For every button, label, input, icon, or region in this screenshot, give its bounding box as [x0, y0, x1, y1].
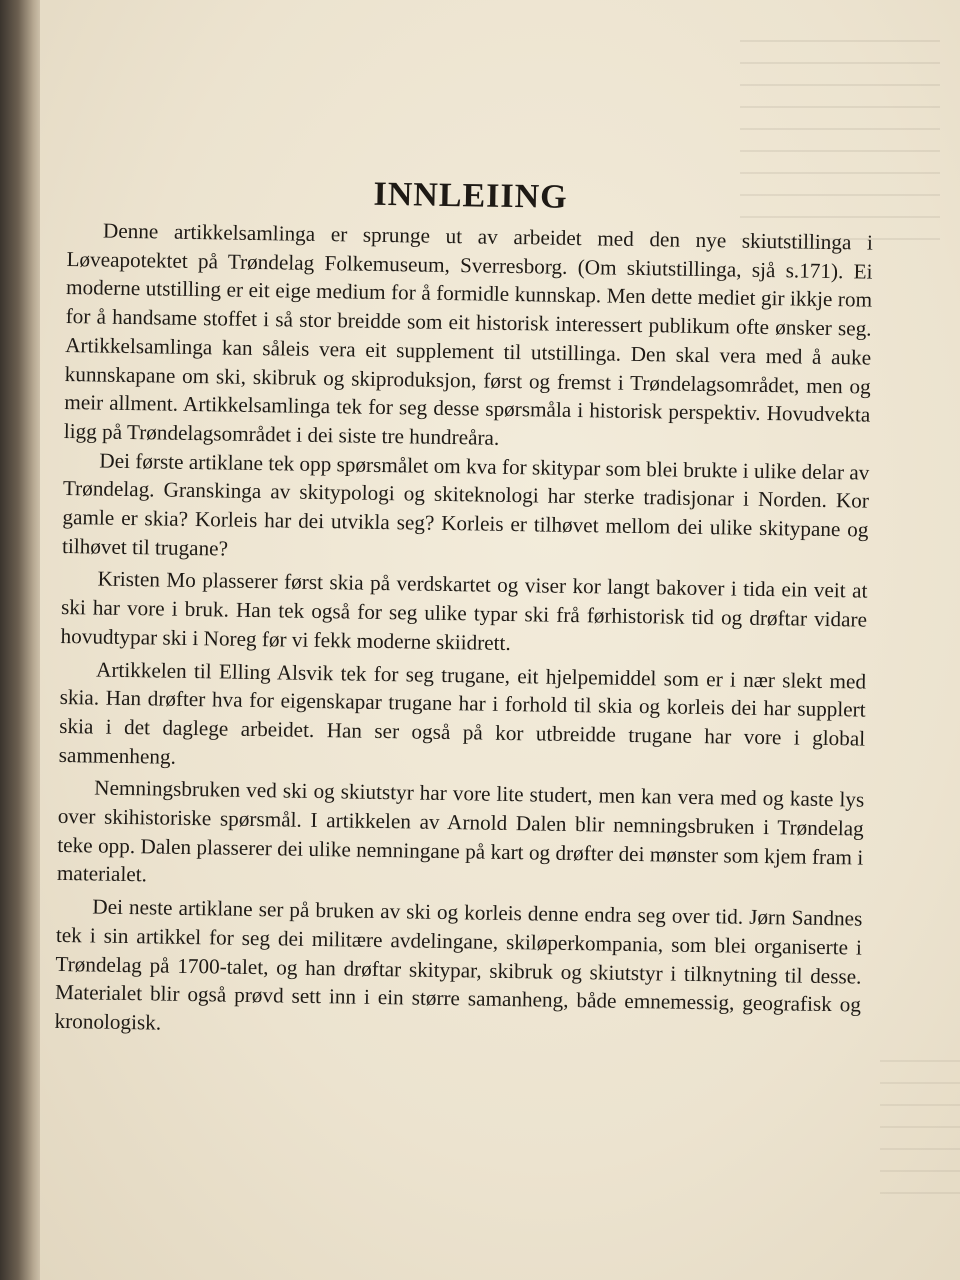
paragraph-jorn-sandnes: Dei neste artiklane ser på bruken av ski og korleis denne endra seg over tid. Jørn Sandnes tek i sin artikkel for seg dei militære avdelingane, skiløperkompania, som blei organiserte i Trøndelag på 1700-talet, og han drøftar skitypar, skibruk og skiutstyr i tilknytning til desse. Materialet blir også prøvd sett inn i ein større samanheng, både emnemessig, geografisk og kronologisk.: [54, 894, 863, 1035]
paragraph-kristen-mo: Kristen Mo plasserer først skia på verdskartet og viser kor langt bakover i tida ein veit at ski har vore i bruk. Han tek også for seg ulike typar ski frå førhistorisk tid og drøftar vidare hovudtypar ski i Noreg før vi fekk moderne skiidrett.: [60, 566, 868, 655]
paragraph-arnold-dalen: Nemningsbruken ved ski og skiutstyr har vore lite studert, men kan vera med og kaste lys over skihistoriske spørsmål. I artikkelen av Arnold Dalen blir nemningsbruken i Trøndelag teke opp. Dalen plasserer dei ulike nemningane på kart og drøfter dei mønster som kjem fram i materialet.: [56, 775, 865, 887]
paragraph-ski-types: Dei første artiklane tek opp spørsmålet om kva for skitypar som blei brukte i ulike delar av Trøndelag. Granskinga av skitypologi og skiteknologi har sterke tradisjonar i Norden. Kor gamle er skia? Korleis har dei utvikla seg? Korleis er tilhøvet mellom dei ulike skitypane og tilhøvet til trugane?: [61, 448, 870, 561]
paragraph-elling-alsvik: Artikkelen til Elling Alsvik tek for seg trugane, eit hjelpemiddel som er i nær slekt med skia. Han drøfter hva for eigenskapar trugane har i forhold til skia og korleis dei har supplert skia i det daglege arbeidet. Han ser også på kor utbreidde trugane har vore i global sammenheng.: [58, 657, 867, 769]
show-through-text-bottom: [880, 1060, 960, 1210]
paragraph-intro: Denne artikkelsamlinga er sprunge ut av arbeidet med den nye skiutstillinga i Løveapotektet på Trøndelag Folkemuseum, Sverresborg. (Om skiutstillinga, sjå s.171). Ei moderne utstilling er eit eige medium for å formidle kunnskap. Men dette mediet gir ikkje rom for å handsame stoffet i så stor breidde som eit historisk interessert publikum ofte ønsker seg. Artikkelsamlinga kan såleis vera eit supplement til utstillinga. Den skal vera med å auke kunnskapane om ski, skibruk og skiproduksjon, først og fremst i Trøndelagsområdet, men og meir allment. Artikkelsamlinga tek for seg desse spørsmåla i historisk perspektiv. Hovudvekta ligg på Trøndelagsområdet i dei siste tre hundreåra.: [63, 218, 874, 450]
page-content: [54, 168, 874, 1048]
chapter-heading: INNLEIING: [373, 175, 568, 216]
